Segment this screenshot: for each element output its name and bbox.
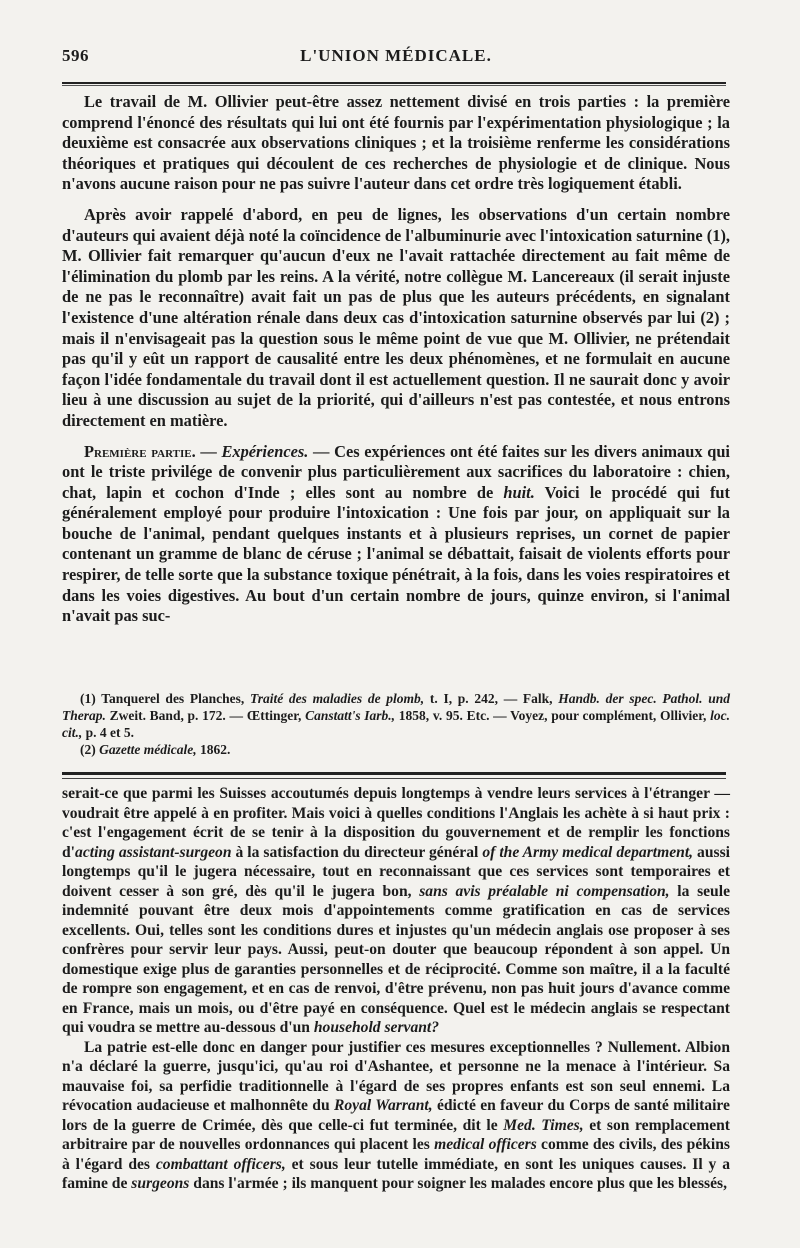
italic-run: of the Army medical department, xyxy=(482,843,694,861)
running-head: L'UNION MÉDICALE. xyxy=(300,46,492,65)
footnote-text: Zweit. Band, p. 172. — Œttinger, xyxy=(105,708,306,723)
continuation-paragraph-1 xyxy=(62,784,730,1038)
footnote-citation: Traité des maladies de plomb, xyxy=(249,691,425,706)
italic-run: surgeons xyxy=(131,1175,190,1192)
text-run: serait-ce que parmi les Suisses accoutumés depuis longtemps à vendre leurs services à l'étranger — voudrait être appelé à en profiter. Mais voici à quelles conditions l'Anglais les achète à si haut prix : c'est l'engagement écrit de se tenir à la disposition du gouvernement et de remplir les fonctions d' xyxy=(62,785,730,861)
heading-dash: — xyxy=(195,441,222,461)
footnote-citation: Canstatt's Iarb., xyxy=(305,708,396,723)
text-run: édicté en faveur du Corps de santé militaire lors de la guerre de Crimée, dès que celle-ci fut terminée, dit le xyxy=(62,1097,730,1134)
footnote-citation: loc. cit., xyxy=(62,708,730,740)
italic-run: sans avis préalable ni compensation, xyxy=(419,882,670,900)
footnote-text: (1) Tanquerel des Planches, xyxy=(80,691,250,706)
footnote-text: 1862. xyxy=(196,742,231,757)
paragraph-3-text-b: Voici le procédé qui fut généralement employé pour produire l'intoxication : Une fois par jour, on appliquait sur la bouche de l'animal, pendant quelques instants et à plusieurs reprises, un cornet de papier contenant un gramme de blanc de céruse ; l'animal se débattait, faisait de violents efforts pour respirer, de telle sorte que la substance toxique pénétrait, à la fois, dans les voies respiratoires et dans les voies digestives. Au bout d'un certain nombre de jours, quinze environ, si l'animal n'avait pas suc- xyxy=(62,482,731,626)
text-run: aussi longtemps qu'il le jugera nécessaire, tout en reconnaissant que ces services sont temporaires et doivent cesser à son gré, dès qu'il le jugera bon, xyxy=(62,843,730,900)
footnote-1 xyxy=(62,690,730,741)
header-rule xyxy=(62,82,726,86)
text-run: La patrie est-elle donc en danger pour justifier ces mesures exceptionnelles ? Nullement. Albion n'a déclaré la guerre, jusqu'ici, qu'au roi d'Ashantee, et personne ne la menace à l'intérieur. Sa mauvaise foi, sa perfidie traditionnelle à l'égard de ses propres enfants est son seul ennemi. La révocation audacieuse et malhonnête du xyxy=(62,1038,730,1114)
italic-run: Med. Times, xyxy=(503,1116,584,1134)
text-run: comme des civils, des pékins à l'égard des xyxy=(62,1136,730,1173)
paragraph-1: Le travail de M. Ollivier peut-être assez nettement divisé en trois parties : la première comprend l'énoncé des résultats qui lui ont été fournis par l'expérimentation physiologique ; la deuxième est consacrée aux observations cliniques ; et la troisième renferme les considérations théoriques et pratiques qui découlent de ces recherches de physiologie et de clinique. Nous n'avons aucune raison pour ne pas suivre l'auteur dans cet ordre très logiquement établi. xyxy=(62,92,730,194)
footnote-text: (2) xyxy=(80,742,100,757)
main-body xyxy=(62,92,730,627)
text-run: dans l'armée ; ils manquent pour soigner les malades encore plus que les blessés, xyxy=(189,1175,727,1192)
text-run: et son remplacement arbitraire par de nouvelles ordonnances qui placent les xyxy=(62,1116,730,1153)
footnote-text: t. I, p. 242, — Falk, xyxy=(424,691,559,706)
italic-run: combattant officers, xyxy=(155,1155,286,1173)
section-heading: Première partie. xyxy=(84,441,196,461)
emphasis-huit: huit. xyxy=(503,482,535,502)
feuilleton-text xyxy=(62,784,730,1194)
paragraph-2: Après avoir rappelé d'abord, en peu de lignes, les observations d'un certain nombre d'auteurs qui avaient déjà noté la coïncidence de l'albuminurie avec l'intoxication saturnine (1), M. Ollivier fait remarquer qu'aucun d'eux ne l'avait rattachée directement au fait même de l'élimination du plomb par les reins. A la vérité, notre collègue M. Lancereaux (il serait injuste de ne pas le reconnaître) avait fait un pas de plus que les auteurs précédents, en signalant l'existence d'une altération rénale dans deux cas d'intoxication saturnine observés par lui (2) ; mais il n'envisageait pas la question sous le même point de vue que M. Ollivier, ne prétendait pas qu'il y eût un rapport de causalité entre les deux phénomènes, et ne formulait en aucune façon l'idée fondamentale du travail dont il est actuellement question. Il ne saurait donc y avoir lieu à une discussion au sujet de la priorité, qui d'ailleurs n'est pas contestée, et nous entrons directement en matière. xyxy=(62,204,730,430)
footnotes xyxy=(62,690,730,758)
footnote-text: 1858, v. 95. Etc. — Voyez, pour complément, Ollivier, xyxy=(395,708,711,723)
text-run: et sous leur tutelle immédiate, en sont les uniques causes. Il y a famine de xyxy=(62,1155,730,1192)
footnote-citation: Gazette médicale, xyxy=(99,742,197,757)
italic-run: acting assistant-surgeon xyxy=(75,843,232,861)
section-divider-thick xyxy=(62,772,726,775)
paragraph-3 xyxy=(62,442,730,627)
italic-run: household servant? xyxy=(313,1019,440,1036)
continuation-paragraph-2 xyxy=(62,1038,730,1194)
footnote-text: p. 4 et 5. xyxy=(82,725,134,740)
text-run: la seule indemnité pouvant être deux mois d'appointements comme gratification en cas de services excellents. Oui, telles sont les conditions dures et injustes qu'un médecin anglais ose proposer à ses confrères pour servir leur pays. Aussi, peut-on douter que beaucoup répondent à son appel. Un domestique exige plus de garanties personnelles et de réciprocité. Comme son maître, il a la faculté de rompre son engagement, et en cas de renvoi, d'être prévenu, non pas huit jours d'avance comme en France, mais un mois, ou d'être payé en conséquence. Quel est le médecin anglais se respectant qui voudra se mettre au-dessous d'un xyxy=(62,882,730,1036)
page-header xyxy=(62,46,730,72)
italic-run: Royal Warrant, xyxy=(333,1097,433,1114)
text-run: à la satisfaction du directeur général xyxy=(231,843,483,861)
paragraph-3-text-a: — Ces expériences ont été faites sur les divers animaux qui ont le triste privilége de convenir plus particulièrement aux sacrifices du laboratoire : chien, chat, lapin et cochon d'Inde ; elles sont au nombre de xyxy=(62,441,730,502)
page-number: 596 xyxy=(62,46,89,65)
section-title: Expériences. xyxy=(221,441,309,461)
footnote-2 xyxy=(62,741,730,758)
italic-run: medical officers xyxy=(434,1136,537,1153)
footnote-citation: Handb. der spec. Pathol. und Therap. xyxy=(62,691,731,723)
section-divider-thin xyxy=(62,778,726,779)
